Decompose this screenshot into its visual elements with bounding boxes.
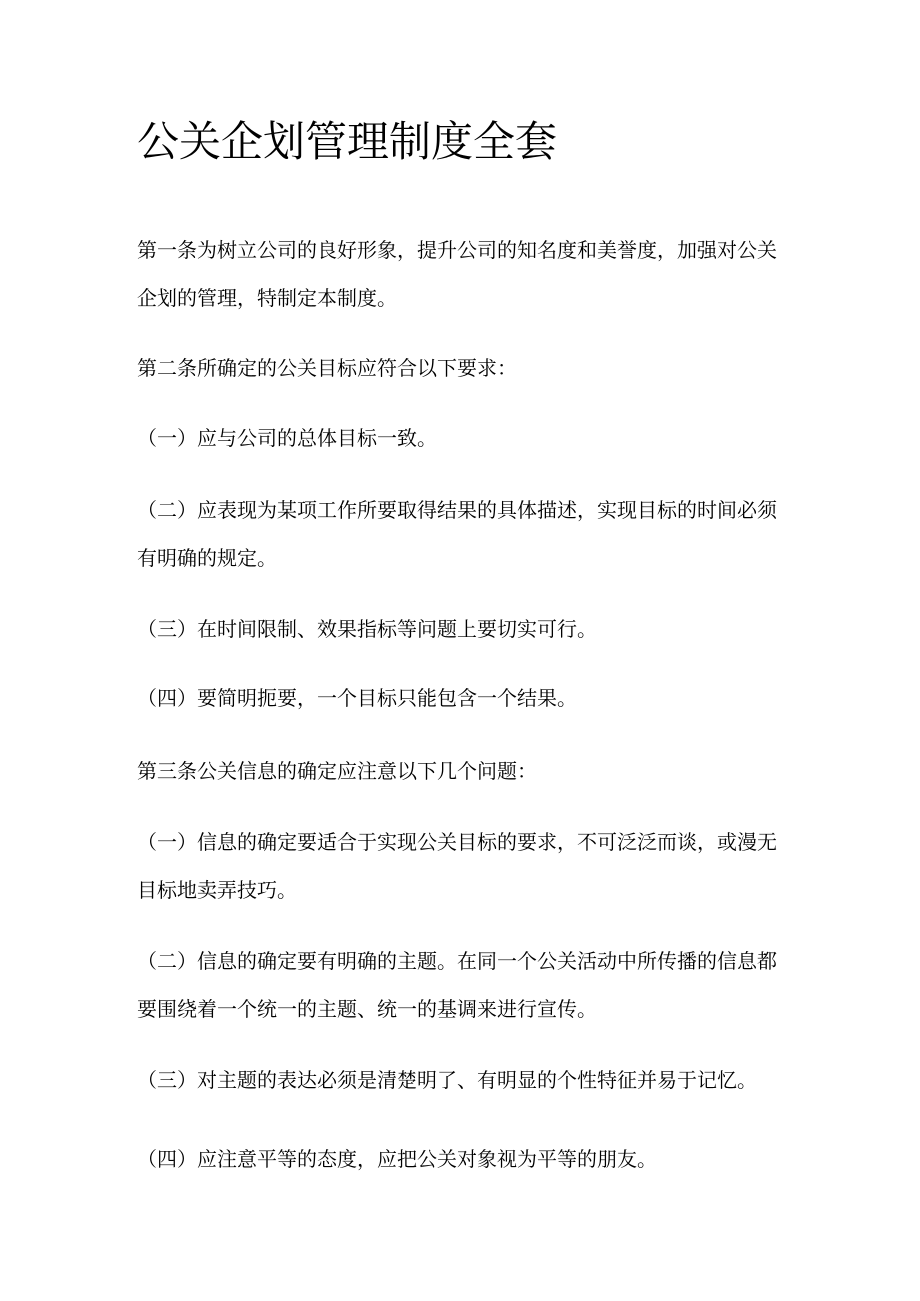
paragraph-article-2-item-1: （一）应与公司的总体目标一致。 (137, 426, 437, 450)
paragraph-article-2: 第二条所确定的公关目标应符合以下要求： (137, 356, 517, 380)
paragraph-article-3-item-2: （二）信息的确定要有明确的主题。在同一个公关活动中所传播的信息都要围绕着一个统一的主题、统一的基调来进行宣传。 (137, 949, 777, 1021)
document-title: 公关企划管理制度全套 (137, 117, 558, 166)
paragraph-article-3: 第三条公关信息的确定应注意以下几个问题： (137, 759, 537, 783)
paragraph-article-3-item-3: （三）对主题的表达必须是清楚明了、有明显的个性特征并易于记忆。 (137, 1068, 757, 1092)
paragraph-article-2-item-4: （四）要简明扼要，一个目标只能包含一个结果。 (137, 686, 577, 710)
paragraph-article-2-item-2: （二）应表现为某项工作所要取得结果的具体描述，实现目标的时间必须有明确的规定。 (137, 498, 777, 570)
paragraph-article-1: 第一条为树立公司的良好形象，提升公司的知名度和美誉度，加强对公关企划的管理，特制定本制度。 (137, 238, 777, 310)
paragraph-article-2-item-3: （三）在时间限制、效果指标等问题上要切实可行。 (137, 617, 597, 641)
paragraph-article-3-item-4: （四）应注意平等的态度，应把公关对象视为平等的朋友。 (137, 1147, 657, 1171)
paragraph-article-3-item-1: （一）信息的确定要适合于实现公关目标的要求，不可泛泛而谈，或漫无目标地卖弄技巧。 (137, 830, 777, 902)
